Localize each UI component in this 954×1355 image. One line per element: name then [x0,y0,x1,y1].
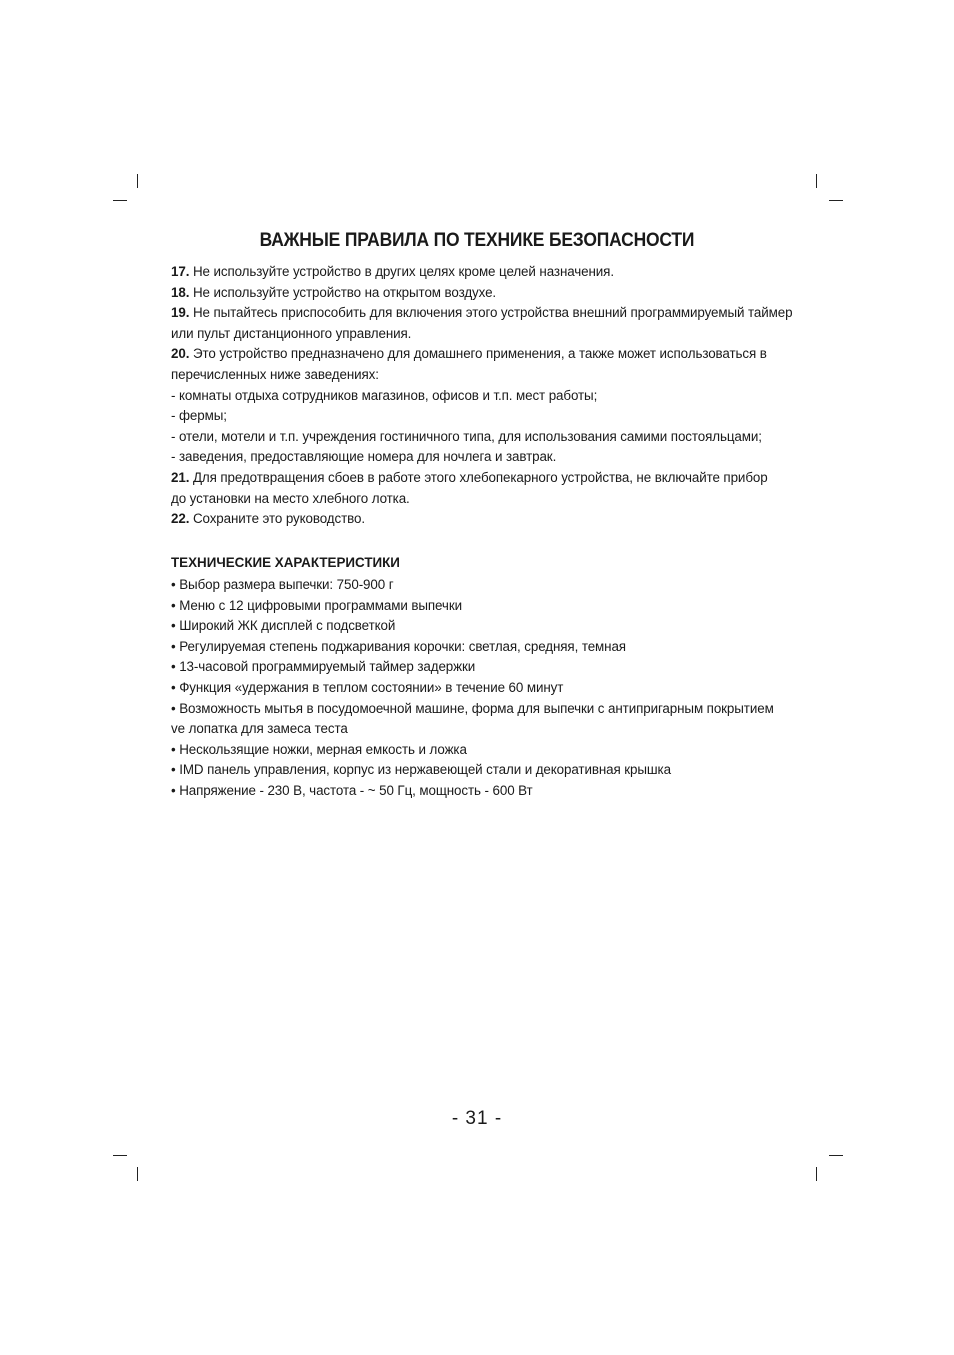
spec-item: • Выбор размера выпечки: 750-900 г [171,577,394,592]
rule-line [171,324,791,345]
spec-item: • Меню с 12 цифровыми программами выпечки [171,597,462,613]
rule-text: - отели, мотели и т.п. учреждения гостиничного типа, для использования самими постояльцами; [171,428,762,444]
spec-item: • Регулируемая степень поджаривания корочки: светлая, средняя, темная [171,638,626,654]
rule-text: - комнаты отдыха сотрудников магазинов, офисов и т.п. мест работы; [171,387,598,403]
crop-mark [137,174,138,188]
rule-line [171,262,791,283]
crop-mark [137,1167,138,1181]
specs-heading: ТЕХНИЧЕСКИЕ ХАРАКТЕРИСТИКИ [171,555,400,570]
rule-text: Не пытайтесь приспособить для включения этого устройства внешний программируемый таймер [189,305,793,321]
spec-item: • Напряжение - 230 В, частота - ~ 50 Гц, мощность - 600 Вт [171,782,533,798]
rule-text: до установки на место хлебного лотка. [171,490,410,506]
rule-number: 21. [171,469,190,485]
page-number: - 31 - [451,1108,503,1129]
rule-text: Не используйте устройство в других целях кроме целей назначения. [189,264,614,279]
rule-text: или пульт дистанционного управления. [171,325,412,341]
rule-text: Не используйте устройство на открытом воздухе. [189,284,497,300]
rule-line [171,509,791,530]
rule-line [171,344,791,365]
rule-line [171,303,791,324]
rule-number: 19. [171,305,190,321]
rule-line [171,365,791,386]
rule-text: Для предотвращения сбоев в работе этого хлебопекарного устройства, не включайте прибор [189,469,768,485]
spec-item: • IMD панель управления, корпус из нержавеющей стали и декоративная крышка [171,762,671,778]
crop-mark [816,174,817,188]
rule-text: перечисленных ниже заведениях: [171,366,379,382]
rule-number: 18. [171,284,190,300]
spec-item: • 13-часовой программируемый таймер задержки [171,659,476,675]
rule-text: - заведения, предоставляющие номера для ночлега и завтрак. [171,449,557,465]
spec-item: ve лопатка для замеса теста [171,721,348,737]
page-title: ВАЖНЫЕ ПРАВИЛА ПО ТЕХНИКЕ БЕЗОПАСНОСТИ [259,230,695,251]
rule-line [171,489,791,510]
rule-line [171,386,791,407]
rule-number: 22. [171,511,190,527]
rule-line [171,447,791,468]
rule-number: 17. [171,264,190,279]
crop-mark [829,1155,843,1156]
specs-list [171,575,791,802]
rule-text: Это устройство предназначено для домашнего применения, а также может использоваться в [189,346,767,362]
rule-number: 20. [171,346,190,362]
rule-line [171,283,791,304]
spec-item: • Нескользящие ножки, мерная емкость и ложка [171,741,467,757]
rule-line [171,406,791,427]
rule-text: Сохраните это руководство. [189,511,365,527]
safety-rules-list [171,262,791,530]
rule-line [171,427,791,448]
spec-item: • Функция «удержания в теплом состоянии» в течение 60 минут [171,679,564,695]
spec-item: • Возможность мытья в посудомоечной машине, форма для выпечки с антипригарным покрытием [171,700,774,716]
crop-mark [816,1167,817,1181]
crop-mark [829,200,843,201]
spec-item: • Широкий ЖК дисплей с подсветкой [171,618,396,634]
rule-text: - фермы; [171,408,227,424]
crop-mark [113,200,127,201]
crop-mark [113,1155,127,1156]
rule-line [171,468,791,489]
